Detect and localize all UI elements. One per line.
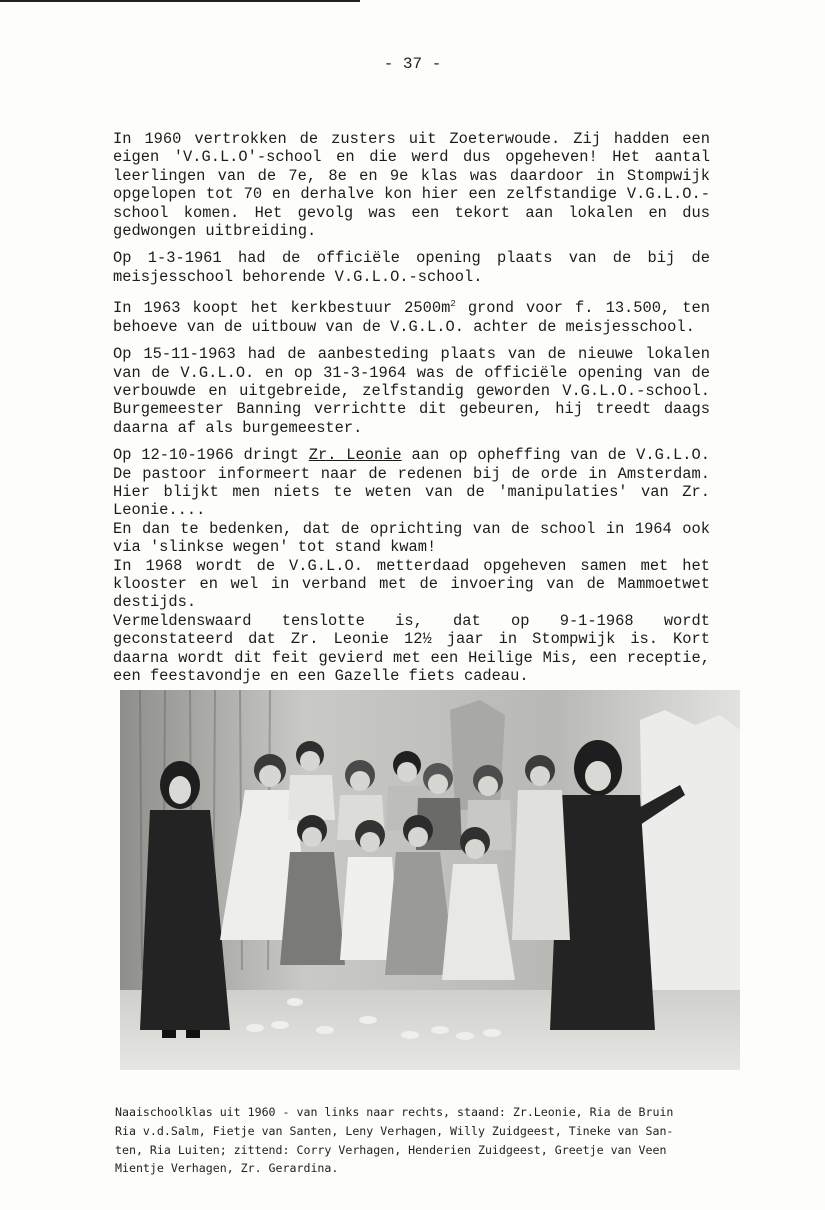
page-number: - 37 - bbox=[383, 55, 442, 73]
paragraph-4: Op 15-11-1963 had de aanbesteding plaats van de nieuwe lokalen van de V.G.L.O. en op 31-3-1964 was de officiële opening van de verbouwde en uitgebreide, zelfstandig geworden V.G.L.O.-school. Burgemeester Banning verrichtte dit gebeuren, hij treedt daags daarna af als burgemeester. bbox=[113, 345, 710, 437]
paragraph-5 bbox=[113, 446, 710, 520]
top-rule bbox=[0, 0, 360, 2]
dress-rack bbox=[640, 710, 740, 990]
caption-line-1: Naaischoolklas uit 1960 - van links naar rechts, staand: Zr.Leonie, Ria de Bruin bbox=[115, 1105, 674, 1119]
paragraph-6: En dan te bedenken, dat de oprichting van de school in 1964 ook via 'slinkse wegen' tot stand kwam! bbox=[113, 519, 710, 557]
underlined-name: Zr. Leonie bbox=[308, 446, 402, 465]
paragraph-3 bbox=[113, 295, 710, 336]
paragraph-5-text-b: aan op opheffing van de V.G.L.O. De pastoor informeert naar de redenen bij de orde in Amsterdam. Hier blijkt men niets te weten van de 'manipulaties' van Zr. Leonie.... bbox=[113, 446, 710, 520]
paragraph-5-text-a: Op 12-10-1966 dringt bbox=[113, 446, 309, 465]
paragraph-1: In 1960 vertrokken de zusters uit Zoeterwoude. Zij hadden een eigen 'V.G.L.O'-school en die werd dus opgeheven! Het aantal leerlingen van de 7e, 8e en 9e klas was daardoor in Stompwijk opgelopen tot 70 en derhalve kon hier een zelfstandige V.G.L.O.-school komen. Het gevolg was een tekort aan lokalen en dus gedwongen uitbreiding. bbox=[113, 130, 710, 241]
paragraph-3-text-a: In 1963 koopt het kerkbestuur 2500m bbox=[113, 299, 451, 318]
paragraph-8: Vermeldenswaard tenslotte is, dat op 9-1-1968 wordt geconstateerd dat Zr. Leonie 12½ jaar in Stompwijk is. Kort daarna wordt dit feit gevierd met een Heilige Mis, een receptie, een feestavondje en een Gazelle fiets cadeau. bbox=[113, 611, 710, 686]
superscript-2: 2 bbox=[450, 299, 456, 310]
caption-line-2: Ria v.d.Salm, Fietje van Santen, Leny Verhagen, Willy Zuidgeest, Tineke van San- bbox=[115, 1123, 674, 1138]
group-photo bbox=[120, 690, 740, 1070]
caption-line-3: ten, Ria Luiten; zittend: Corry Verhagen, Henderien Zuidgeest, Greetje van Veen bbox=[115, 1142, 667, 1157]
photo-caption bbox=[115, 1103, 715, 1178]
paragraph-3-text-b: grond voor f. 13.500, ten behoeve van de uitbouw van de V.G.L.O. achter de meisjesschool. bbox=[113, 299, 710, 336]
caption-line-4: Mientje Verhagen, Zr. Gerardina. bbox=[115, 1161, 339, 1176]
paragraph-2: Op 1-3-1961 had de officiële opening plaats van de bij de meisjesschool behorende V.G.L.O.-school. bbox=[113, 249, 710, 286]
hanging-dress bbox=[450, 700, 505, 810]
body-text bbox=[113, 130, 710, 686]
paragraph-7: In 1968 wordt de V.G.L.O. metterdaad opgeheven samen met het klooster en wel in verband met de invoering van de Mammoetwet destijds. bbox=[113, 556, 710, 612]
